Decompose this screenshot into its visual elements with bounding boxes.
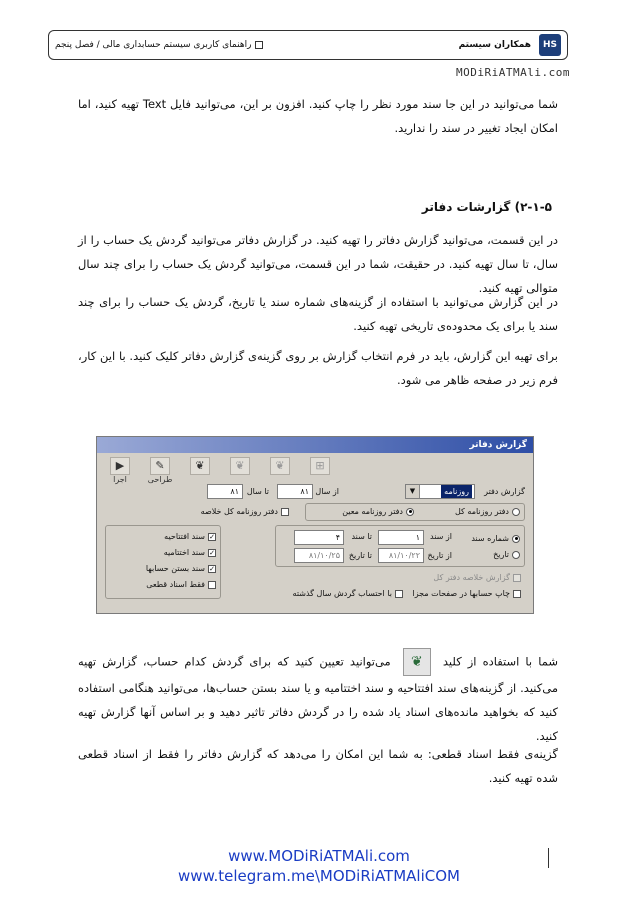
to-year-field[interactable]: ۸۱ xyxy=(207,484,243,499)
chk-prev-year[interactable] xyxy=(293,589,403,598)
radio-doc-icon xyxy=(512,535,520,543)
account-select-icon: ❦ xyxy=(190,457,210,475)
doc-title-text: راهنمای کاربری سیستم حسابداری مالی / فصل پنجم xyxy=(55,40,252,50)
ledger-select[interactable] xyxy=(405,484,475,499)
radio-specific-label: دفتر روزنامه معین xyxy=(342,507,403,516)
paragraph-3: در این گزارش می‌توانید با استفاده از گزینه‌های شماره سند یا تاریخ، گردش یک حساب را برای چند سند یا برای یک محدوده‌ی تاریخی تهیه کنید. xyxy=(78,295,558,333)
run-label: اجرا xyxy=(113,475,127,484)
chk-final-only[interactable] xyxy=(146,580,216,589)
chk-close-accounts-label: سند بستن حسابها xyxy=(145,564,205,573)
paragraph-5-start: شما با استفاده از کلید xyxy=(442,654,558,669)
checkbox-disabled-icon xyxy=(513,574,521,582)
company-logo: HS xyxy=(539,34,561,56)
tool-icon-6: ⊞ xyxy=(310,457,330,475)
page-footer xyxy=(0,846,638,886)
chk-print-separate[interactable] xyxy=(413,589,521,598)
journal-type-group xyxy=(305,503,525,521)
ledger-label: گزارش دفتر xyxy=(484,487,525,496)
site-url: MODiRiATMAli.com xyxy=(456,66,570,79)
to-doc-label: تا سند xyxy=(351,532,372,541)
chk-opening-label: سند افتتاحیه xyxy=(164,532,205,541)
to-date-label: تا تاریخ xyxy=(348,551,372,560)
checkbox-icon xyxy=(208,581,216,589)
tool-button-5[interactable] xyxy=(265,457,295,484)
paragraph-1: شما می‌توانید در این جا سند مورد نظر را چاپ کنید. افزون بر این، می‌توانید فایل Text تهیه کنید، اما امکان ایجاد تغییر در سند را ندارید. xyxy=(78,97,558,135)
from-date-label: از تاریخ xyxy=(427,551,452,560)
tool-icon-4: ❦ xyxy=(230,457,250,475)
range-group xyxy=(275,525,525,567)
paragraph-6: گزینه‌ی فقط اسناد قطعی: به شما این امکان را می‌دهد که گزارش دفاتر را فقط از اسناد قطعی شده تهیه کنید. xyxy=(78,747,558,785)
checkbox-icon xyxy=(395,590,403,598)
page-header xyxy=(48,30,568,60)
paragraph-4: برای تهیه این گزارش، باید در فرم انتخاب گزارش بر روی گزینه‌ی گزارش دفاتر کلیک کنید. با این کار، فرم زیر در صفحه ظاهر می شود. xyxy=(78,349,558,387)
from-doc-label: از سند xyxy=(430,532,452,541)
chevron-down-icon: ▼ xyxy=(406,485,420,498)
chk-summary-label: دفتر روزنامه کل خلاصه xyxy=(200,507,278,516)
radio-general-icon xyxy=(512,508,520,516)
checkbox-icon xyxy=(281,508,289,516)
footer-site-link[interactable]: www.MODiRiATMAli.com xyxy=(228,847,410,865)
chk-summary-report[interactable] xyxy=(433,573,521,582)
radio-general-label: دفتر روزنامه کل xyxy=(455,507,509,516)
design-icon: ✎ xyxy=(150,457,170,475)
ledger-report-dialog xyxy=(96,436,534,614)
account-select-key-icon: ❦ xyxy=(403,648,431,676)
run-icon: ▶ xyxy=(110,457,130,475)
chk-summary-journal[interactable] xyxy=(201,507,289,516)
section-heading: ۲-۱-۵) گزارشات دفاتر xyxy=(421,200,552,214)
footer-telegram-link[interactable]: www.telegram.me\MODiRiATMAliCOM xyxy=(178,867,460,885)
chk-opening-doc[interactable] xyxy=(164,532,216,541)
chk-close-accounts-doc[interactable] xyxy=(146,564,216,573)
run-button[interactable] xyxy=(105,457,135,484)
radio-doc-number[interactable] xyxy=(471,534,520,543)
from-date-field[interactable]: ۸۱/۱۰/۲۲ xyxy=(378,548,424,563)
checkbox-icon xyxy=(513,590,521,598)
chk-final-only-label: فقط اسناد قطعی xyxy=(146,580,205,589)
radio-specific-journal[interactable] xyxy=(342,507,414,516)
checkbox-checked-icon: ✓ xyxy=(209,564,215,573)
to-year-label: تا سال xyxy=(246,487,269,496)
doc-type-group xyxy=(105,525,221,599)
paragraph-5 xyxy=(78,648,558,748)
tool-button-4[interactable] xyxy=(225,457,255,484)
tool-button-6[interactable] xyxy=(305,457,335,484)
to-doc-field[interactable]: ۴ xyxy=(294,530,344,545)
square-icon xyxy=(255,41,263,49)
from-doc-field[interactable]: ۱ xyxy=(378,530,424,545)
to-date-field[interactable]: ۸۱/۱۰/۲۵ xyxy=(294,548,344,563)
design-label: طراحی xyxy=(147,475,173,484)
paragraph-2: در این قسمت، می‌توانید گزارش دفاتر را تهیه کنید. در گزارش دفاتر می‌توانید گردش یک حساب را از سال، تا سال تهیه کنید. در حقیقت، شما در این قسمت، می‌توانید گردش یک حساب را برای چند سال متوالی تهیه کنید. xyxy=(78,233,558,295)
checkbox-checked-icon: ✓ xyxy=(209,532,215,541)
chk-summary-report-label: گزارش خلاصه دفتر کل xyxy=(433,573,510,582)
account-select-button[interactable] xyxy=(185,457,215,484)
chk-closing-label: سند اختتامیه xyxy=(163,548,205,557)
from-year-label: از سال xyxy=(315,487,339,496)
ledger-select-value: روزنامه xyxy=(441,485,472,498)
radio-date[interactable] xyxy=(493,550,520,559)
radio-specific-icon xyxy=(406,508,414,516)
radio-doc-label: شماره سند xyxy=(471,534,509,543)
chk-print-separate-label: چاپ حسابها در صفحات مجزا xyxy=(412,589,510,598)
dialog-titlebar: گزارش دفاتر xyxy=(97,437,533,453)
radio-date-icon xyxy=(512,551,520,559)
paragraph-5-rest: می‌توانید تعیین کنید که برای گردش کدام حساب، گزارش تهیه می‌کنید. از گزینه‌های سند افتتاحیه و سند اختتامیه و یا سند بستن حساب‌ها، می‌توانید هنگامی استفاده کنید که بخواهید مانده‌های اسناد یاد شده را در گردش دفاتر تاثیر دهید و بر اساس آنها گزارش تهیه کنید. xyxy=(78,654,558,743)
radio-general-journal[interactable] xyxy=(455,507,520,516)
dialog-toolbar xyxy=(105,457,335,484)
design-button[interactable] xyxy=(145,457,175,484)
tool-icon-5: ❦ xyxy=(270,457,290,475)
checkbox-checked-icon: ✓ xyxy=(209,548,215,557)
doc-title xyxy=(55,40,263,50)
from-year-field[interactable]: ۸۱ xyxy=(277,484,313,499)
radio-date-label: تاریخ xyxy=(493,550,509,559)
chk-prev-year-label: با احتساب گردش سال گذشته xyxy=(292,589,392,598)
company-name: همکاران سیستم xyxy=(458,40,531,50)
chk-closing-doc[interactable] xyxy=(164,548,216,557)
